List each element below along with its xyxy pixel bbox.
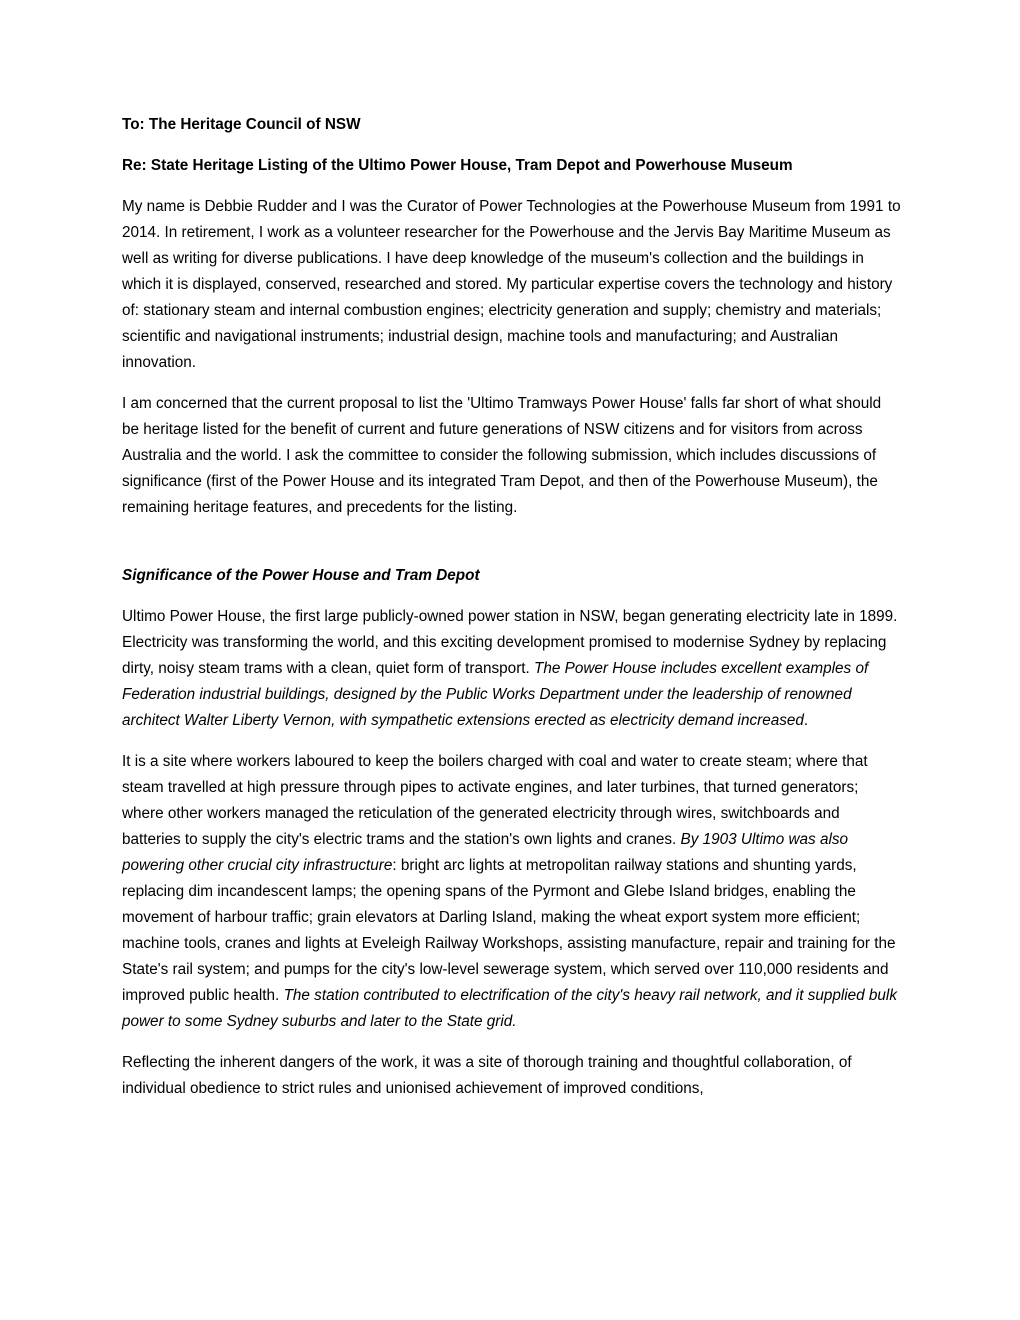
text-run-italic: The station contributed to electrification of the city's heavy rail network, and it supplied bulk power to some Sydney suburbs and later to the State grid. (122, 987, 897, 1030)
significance-paragraph-1 (122, 604, 902, 734)
text-run-italic: The Power House includes excellent examples of Federation industrial buildings, designed by the Public Works Department under the leadership of renowned architect Walter Liberty Vernon, with sympathetic extensions erected as electricity demand increased (122, 660, 869, 729)
intro-paragraph: My name is Debbie Rudder and I was the Curator of Power Technologies at the Powerhouse Museum from 1991 to 2014. In retirement, I work as a volunteer researcher for the Powerhouse and the Jervis Bay Maritime Museum as well as writing for diverse publications. I have deep knowledge of the museum's collection and the buildings in which it is displayed, conserved, researched and stored. My particular expertise covers the technology and history of: stationary steam and internal combustion engines; electricity generation and supply; chemistry and materials; scientific and navigational instruments; industrial design, machine tools and manufacturing; and Australian innovation. (122, 198, 901, 371)
text-run-normal: It is a site where workers laboured to keep the boilers charged with coal and water to create steam; where that steam travelled at high pressure through pipes to activate engines, and later turbines, that turned generators; where other workers managed the reticulation of the generated electricity through wires, switchboards and batteries to supply the city's electric trams and the station's own lights and cranes. (122, 753, 868, 848)
recipient-line: To: The Heritage Council of NSW (122, 116, 361, 133)
section-heading: Significance of the Power House and Tram Depot (122, 567, 480, 584)
significance-paragraph-3: Reflecting the inherent dangers of the work, it was a site of thorough training and thoughtful collaboration, of individual obedience to strict rules and unionised achievement of improved conditions, (122, 1054, 852, 1097)
text-run-normal: . (803, 712, 809, 729)
concern-paragraph: I am concerned that the current proposal to list the 'Ultimo Tramways Power House' falls far short of what should be heritage listed for the benefit of current and future generations of NSW citizens and for visitors from across Australia and the world. I ask the committee to consider the following submission, which includes discussions of significance (first of the Power House and its integrated Tram Depot, and then of the Powerhouse Museum), the remaining heritage features, and precedents for the listing. (122, 395, 882, 516)
text-run-italic: By 1903 Ultimo was also powering other crucial city infrastructure (122, 831, 849, 874)
text-run-normal: Ultimo Power House, the first large publicly-owned power station in NSW, began generating electricity late in 1899. Electricity was transforming the world, and this exciting development promised to modernise Sydney by replacing dirty, noisy steam trams with a clean, quiet form of transport. (122, 608, 898, 677)
subject-line: Re: State Heritage Listing of the Ultimo Power House, Tram Depot and Powerhouse Museum (122, 157, 793, 174)
significance-paragraph-2 (122, 749, 902, 1035)
text-run-normal: : bright arc lights at metropolitan railway stations and shunting yards, replacing dim incandescent lamps; the opening spans of the Pyrmont and Glebe Island bridges, enabling the movement of harbour traffic; grain elevators at Darling Island, making the wheat export system more efficient; machine tools, cranes and lights at Eveleigh Railway Workshops, assisting manufacture, repair and training for the State's rail system; and pumps for the city's low-level sewerage system, which served over 110,000 residents and improved public health. (122, 857, 896, 1004)
